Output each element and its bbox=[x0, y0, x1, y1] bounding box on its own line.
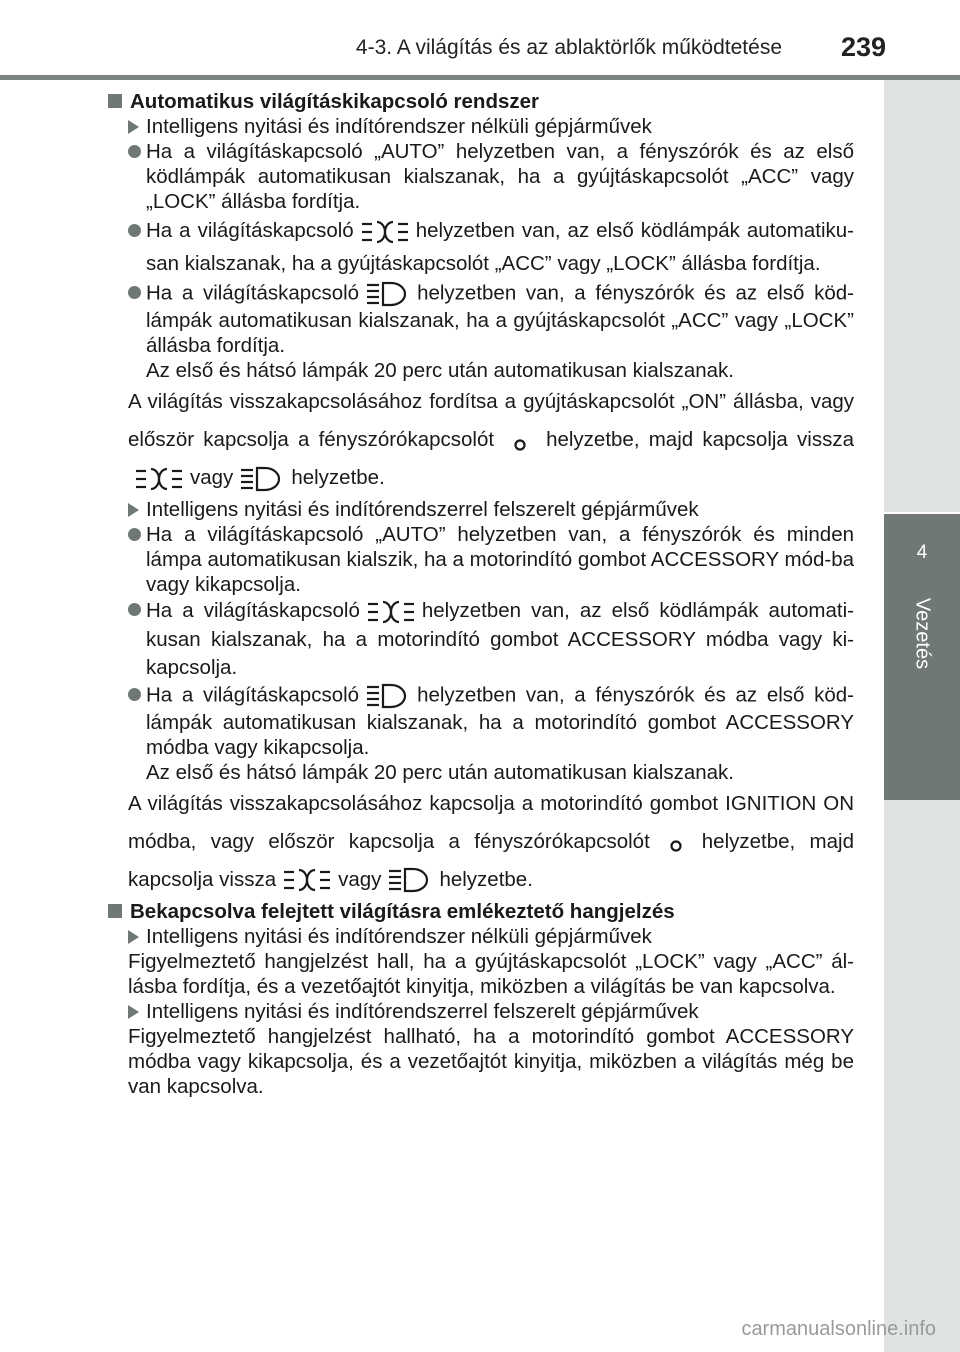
subheading-text: Intelligens nyitási és indítórendszerrel felszerelt gépjárművek bbox=[146, 498, 699, 521]
page-header bbox=[0, 0, 960, 80]
bullet-text: Ha a világításkapcsoló bbox=[146, 219, 354, 242]
circle-bullet-icon bbox=[128, 145, 141, 158]
subheading bbox=[108, 999, 854, 1024]
paragraph-text: A világítás visszakapcsolásához fordítsa a gyújtáskapcsolót „ON” állásba, vagy először kapcsolja a fényszórókapcsolót bbox=[128, 390, 854, 451]
bullet-note: Az első és hátsó lámpák 20 perc után automatikusan kialszanak. bbox=[146, 359, 734, 382]
chapter-label-wrap bbox=[884, 574, 960, 774]
bullet-text: Ha a világításkapcsoló bbox=[146, 281, 360, 305]
header-title: 4-3. A világítás és az ablaktörlők működtetése bbox=[355, 36, 782, 59]
bullet-text: Ha a világításkapcsoló „AUTO” helyzetben van, a fényszórók és minden lámpa automatikusan kialszik, ha a motorindító gombot ACCESSORY mód-ba vagy kikapcsolja. bbox=[146, 523, 854, 596]
paragraph bbox=[108, 383, 854, 497]
bullet-item bbox=[108, 597, 854, 682]
side-tab-top bbox=[884, 80, 960, 512]
headlight-icon bbox=[365, 280, 411, 308]
parking-lights-icon bbox=[360, 218, 410, 246]
watermark: carmanualsonline.info bbox=[741, 1318, 936, 1340]
chapter-number: 4 bbox=[916, 542, 928, 563]
header-rule bbox=[0, 75, 960, 80]
section-heading-text: Bekapcsolva felejtett világításra emlékeztető hangjelzés bbox=[130, 899, 675, 923]
bullet-item bbox=[108, 139, 854, 214]
parking-lights-icon bbox=[366, 598, 416, 626]
bullet-item bbox=[108, 214, 854, 280]
paragraph-text: Figyelmeztető hangjelzést hall, ha a gyújtáskapcsolót „LOCK” vagy „ACC” ál-lásba fordítja, és a vezetőajtót kinyitja, miközben a világítás be van kapcsolva. bbox=[128, 949, 854, 998]
paragraph-text: Figyelmeztető hangjelzést hallható, ha a motorindító gombot ACCESSORY módba vagy kikapcsolja, és a vezetőajtót kinyitja, miközben a világítás még be van kapcsolva. bbox=[128, 1024, 854, 1098]
lights-off-icon bbox=[656, 829, 696, 855]
triangle-bullet-icon bbox=[128, 120, 139, 134]
bullet-text: helyzetben van, az első ködlámpák automati-kusan kialszanak, ha a motorindító gombot ACCESSORY módba vagy ki-kapcsolja. bbox=[146, 599, 854, 679]
paragraph bbox=[108, 785, 854, 899]
bullet-note: Az első és hátsó lámpák 20 perc után automatikusan kialszanak. bbox=[146, 760, 734, 784]
subheading bbox=[108, 114, 854, 139]
page-number: 239 bbox=[840, 32, 886, 62]
section-heading-text: Automatikus világításkikapcsoló rendszer bbox=[130, 90, 539, 113]
bullet-text: Ha a világításkapcsoló „AUTO” helyzetben van, a fényszórók és az első ködlámpák automatikusan kialszanak, ha a gyújtáskapcsolót „ACC” vagy „LOCK” állásba fordítja. bbox=[146, 140, 854, 213]
subheading-text: Intelligens nyitási és indítórendszer nélküli gépjárművek bbox=[146, 115, 652, 138]
triangle-bullet-icon bbox=[128, 1005, 139, 1019]
paragraph-text: helyzetbe. bbox=[291, 466, 385, 489]
paragraph bbox=[108, 1024, 854, 1099]
subheading bbox=[108, 924, 854, 949]
bullet-text: Ha a világításkapcsoló bbox=[146, 599, 360, 622]
triangle-bullet-icon bbox=[128, 503, 139, 517]
parking-lights-icon bbox=[134, 465, 184, 493]
side-tab-bottom bbox=[884, 800, 960, 1352]
subheading bbox=[108, 497, 854, 522]
section-heading bbox=[108, 899, 854, 924]
circle-bullet-icon bbox=[128, 224, 141, 237]
headlight-icon bbox=[239, 465, 285, 493]
headlight-icon bbox=[365, 682, 411, 710]
headlight-icon bbox=[387, 866, 433, 894]
bullet-text: helyzetben van, a fényszórók és az első köd-lámpák automatikusan kialszanak, ha a motorindító gombot ACCESSORY módba vagy kikapcsolja. bbox=[146, 683, 854, 759]
subheading-text: Intelligens nyitási és indítórendszer nélküli gépjárművek bbox=[146, 924, 652, 948]
circle-bullet-icon bbox=[128, 286, 141, 299]
page-content bbox=[108, 89, 854, 1099]
bullet-text: helyzetben van, a fényszórók és az első köd-lámpák automatikusan kialszanak, ha a gyújtáskapcsolót „ACC” vagy „LOCK” állásba fordítja. bbox=[146, 281, 854, 357]
bullet-text: helyzetben van, az első ködlámpák automatiku-san kialszanak, ha a gyújtáskapcsolót „ACC” vagy „LOCK” állásba fordítja. bbox=[146, 219, 854, 275]
square-bullet-icon bbox=[108, 904, 122, 918]
chapter-tab bbox=[884, 514, 960, 800]
lights-off-icon bbox=[500, 428, 540, 454]
paragraph-text: helyzetbe, majd kapcsolja vissza bbox=[546, 428, 854, 451]
bullet-item bbox=[108, 522, 854, 597]
bullet-item bbox=[108, 280, 854, 383]
paragraph-text: vagy bbox=[190, 466, 234, 489]
circle-bullet-icon bbox=[128, 603, 141, 616]
subheading-text: Intelligens nyitási és indítórendszerrel felszerelt gépjárművek bbox=[146, 999, 699, 1023]
paragraph-text: vagy bbox=[338, 867, 382, 891]
section-heading bbox=[108, 89, 854, 114]
bullet-text: Ha a világításkapcsoló bbox=[146, 683, 360, 706]
paragraph-text: helyzetbe, majd kapcsolja vissza bbox=[128, 829, 854, 891]
paragraph-text: A világítás visszakapcsolásához kapcsolja a motorindító gombot IGNITION ON módba, vagy először kapcsolja a fényszórókapcsolót bbox=[128, 791, 854, 853]
chapter-label: Vezetés bbox=[911, 597, 934, 670]
triangle-bullet-icon bbox=[128, 930, 139, 944]
parking-lights-icon bbox=[282, 866, 332, 894]
circle-bullet-icon bbox=[128, 528, 141, 541]
circle-bullet-icon bbox=[128, 688, 141, 701]
bullet-item bbox=[108, 682, 854, 785]
paragraph-text: helyzetbe. bbox=[439, 867, 533, 891]
square-bullet-icon bbox=[108, 94, 122, 108]
paragraph bbox=[108, 949, 854, 999]
